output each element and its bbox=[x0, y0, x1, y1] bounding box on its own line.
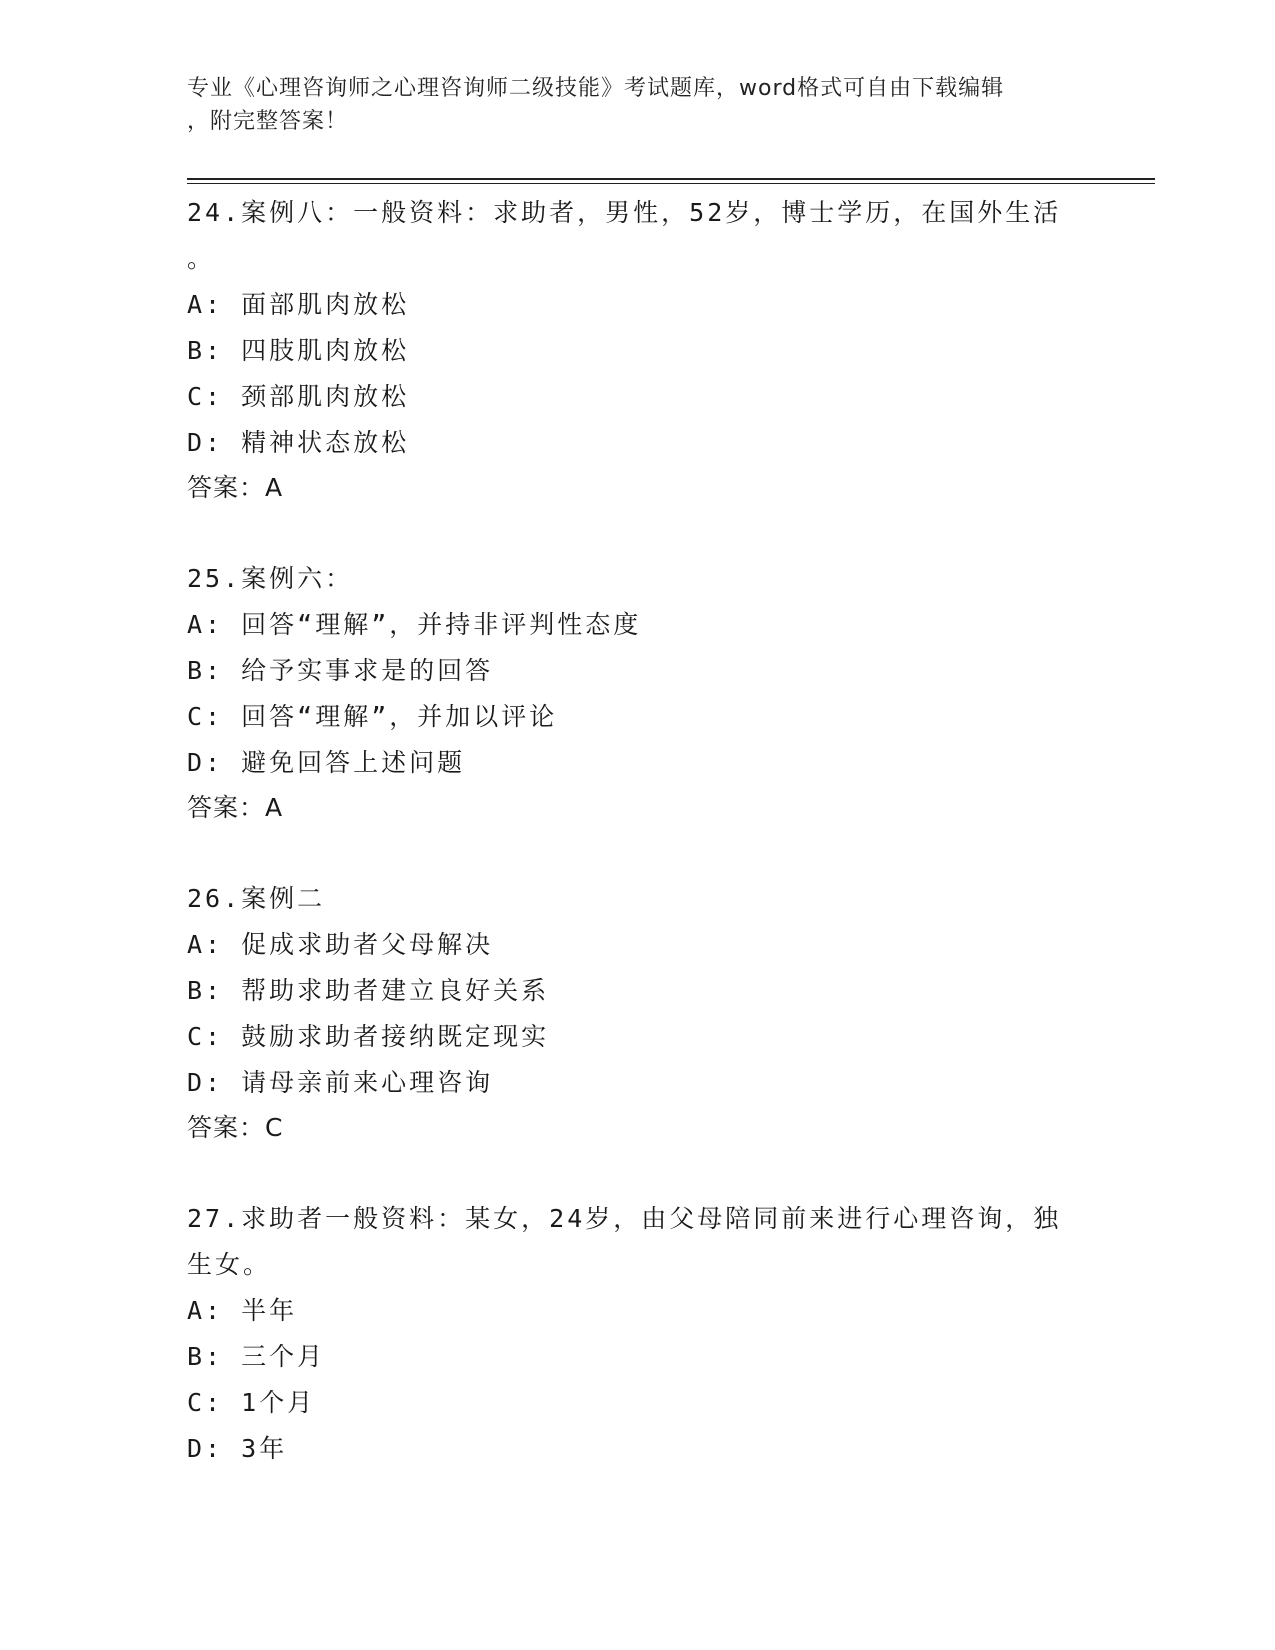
option-a: A: 半年 bbox=[187, 1296, 298, 1325]
option-b: B: 帮助求助者建立良好关系 bbox=[187, 976, 550, 1005]
option-d: D: 请母亲前来心理咨询 bbox=[187, 1068, 494, 1097]
question-25 bbox=[187, 556, 1107, 830]
option-b: B: 四肢肌肉放松 bbox=[187, 336, 410, 365]
option-d: D: 精神状态放松 bbox=[187, 428, 410, 457]
option-c: C: 回答“理解”，并加以评论 bbox=[187, 702, 558, 731]
option-a: A: 促成求助者父母解决 bbox=[187, 930, 494, 959]
question-stem-line-1: 25.案例六： bbox=[187, 564, 354, 593]
option-d: D: 避免回答上述问题 bbox=[187, 748, 466, 777]
question-24 bbox=[187, 190, 1107, 510]
document-header bbox=[187, 72, 1087, 138]
option-b: B: 三个月 bbox=[187, 1342, 326, 1371]
question-stem bbox=[187, 1196, 1107, 1288]
question-26 bbox=[187, 876, 1107, 1150]
question-stem-line-2: 生女。 bbox=[187, 1250, 272, 1279]
option-a: A: 回答“理解”，并持非评判性态度 bbox=[187, 610, 642, 639]
question-stem-line-1: 24.案例八：一般资料：求助者，男性，52岁，博士学历，在国外生活 bbox=[187, 198, 1062, 227]
header-divider-thick bbox=[187, 178, 1155, 180]
question-list bbox=[187, 190, 1107, 1518]
question-27 bbox=[187, 1196, 1107, 1472]
header-divider-thin bbox=[187, 183, 1155, 184]
question-stem bbox=[187, 190, 1107, 282]
option-b: B: 给予实事求是的回答 bbox=[187, 656, 494, 685]
answer-label: 答案：C bbox=[187, 1113, 284, 1142]
option-d: D: 3年 bbox=[187, 1434, 288, 1463]
answer-label: 答案：A bbox=[187, 793, 284, 822]
question-stem bbox=[187, 876, 1107, 922]
option-c: C: 鼓励求助者接纳既定现实 bbox=[187, 1022, 550, 1051]
header-line-2: ，附完整答案！ bbox=[187, 109, 349, 134]
question-stem bbox=[187, 556, 1107, 602]
header-line-1: 专业《心理咨询师之心理咨询师二级技能》考试题库，word格式可自由下载编辑 bbox=[187, 76, 1005, 101]
question-stem-line-2: 。 bbox=[187, 244, 216, 273]
question-stem-line-1: 26.案例二 bbox=[187, 884, 326, 913]
answer-label: 答案：A bbox=[187, 473, 284, 502]
option-a: A: 面部肌肉放松 bbox=[187, 290, 410, 319]
option-c: C: 1个月 bbox=[187, 1388, 316, 1417]
option-c: C: 颈部肌肉放松 bbox=[187, 382, 410, 411]
question-stem-line-1: 27.求助者一般资料：某女，24岁，由父母陪同前来进行心理咨询，独 bbox=[187, 1204, 1062, 1233]
